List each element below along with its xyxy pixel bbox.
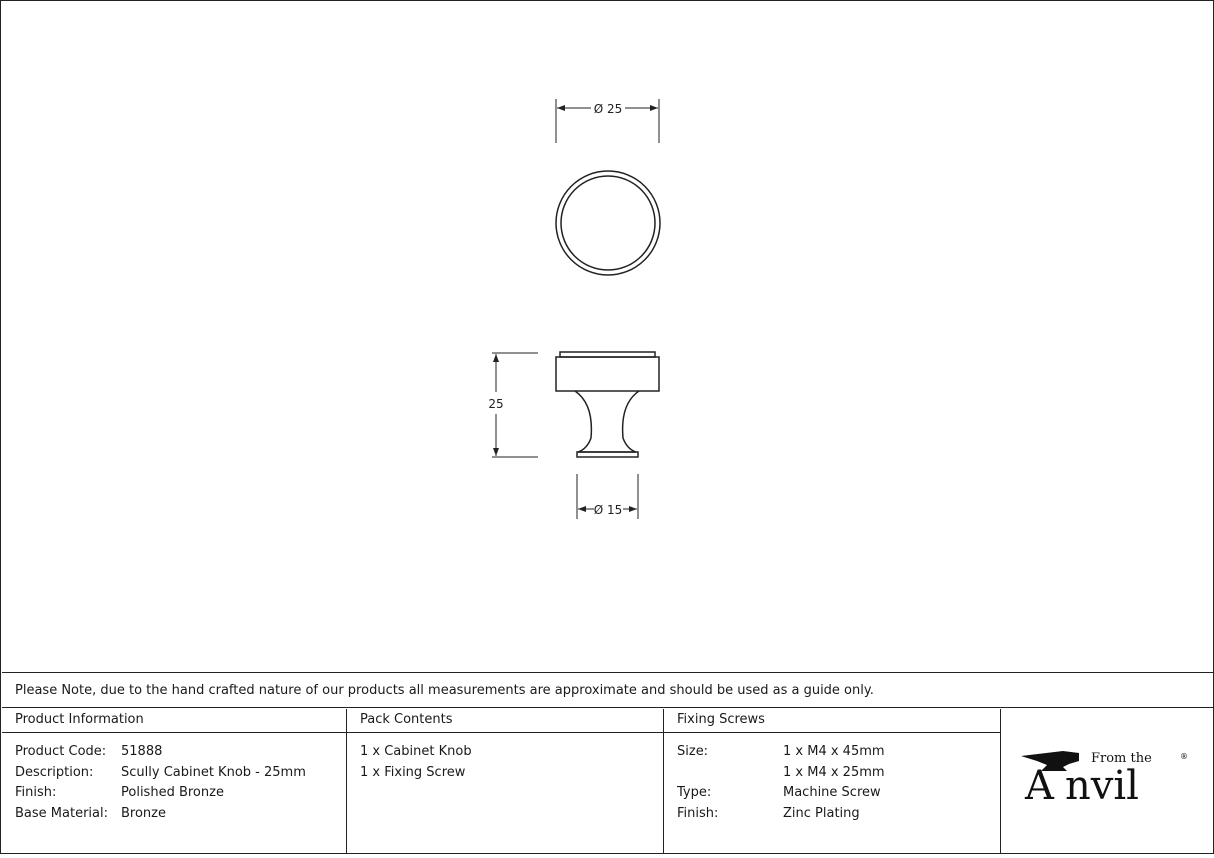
logo-tagline: From the (1091, 751, 1152, 766)
info-label: Description: (15, 764, 94, 780)
info-row-finish (15, 783, 333, 804)
top-diameter-label: Ø 25 (593, 102, 623, 116)
info-label: Base Material: (15, 805, 108, 821)
screw-row-size (677, 742, 987, 763)
measurement-note: Please Note, due to the hand crafted nature of our products all measurements are approximate and should be used as a guide only. (2, 672, 1214, 708)
screw-row-type (677, 783, 987, 804)
info-label: Product Code: (15, 744, 107, 759)
info-value: Polished Bronze (121, 785, 224, 800)
screw-label: Size: (677, 744, 709, 759)
anvil-logo (1001, 709, 1214, 854)
registered-mark: ® (1180, 752, 1188, 761)
info-value: Bronze (121, 805, 166, 821)
info-value: 51888 (121, 744, 163, 759)
fixing-screws-heading: Fixing Screws (664, 709, 1000, 733)
screw-value: 1 x M4 x 25mm (783, 764, 885, 780)
info-row-base-material (15, 804, 333, 825)
brand-logo-panel (1001, 709, 1214, 854)
screw-row-size-2 (677, 763, 987, 784)
pack-item: 1 x Fixing Screw (360, 764, 466, 780)
info-label: Finish: (15, 785, 57, 800)
pack-item: 1 x Cabinet Knob (360, 744, 472, 759)
base-diameter-dimension (577, 474, 638, 519)
info-row-product-code (15, 742, 333, 763)
knob-side-view (556, 352, 659, 457)
product-information-panel (2, 709, 347, 854)
screw-label: Finish: (677, 805, 719, 821)
technical-drawing (2, 2, 1214, 672)
height-label: 25 (488, 397, 504, 411)
pack-contents-heading: Pack Contents (347, 709, 663, 733)
product-information-heading: Product Information (2, 709, 346, 733)
info-value: Scully Cabinet Knob - 25mm (121, 764, 306, 780)
info-row-description (15, 763, 333, 784)
knob-top-view (556, 171, 660, 275)
height-dimension (488, 353, 538, 457)
screw-value: Machine Screw (783, 785, 881, 800)
screw-row-finish (677, 804, 987, 825)
pack-contents-panel (347, 709, 664, 854)
logo-word: nvil (1065, 763, 1139, 809)
logo-initial: A (1025, 763, 1054, 809)
screw-label: Type: (677, 785, 712, 800)
screw-value: 1 x M4 x 45mm (783, 744, 885, 759)
fixing-screws-panel (664, 709, 1001, 854)
base-diameter-label: Ø 15 (593, 503, 623, 517)
top-diameter-dimension (556, 99, 659, 143)
screw-value: Zinc Plating (783, 805, 860, 821)
